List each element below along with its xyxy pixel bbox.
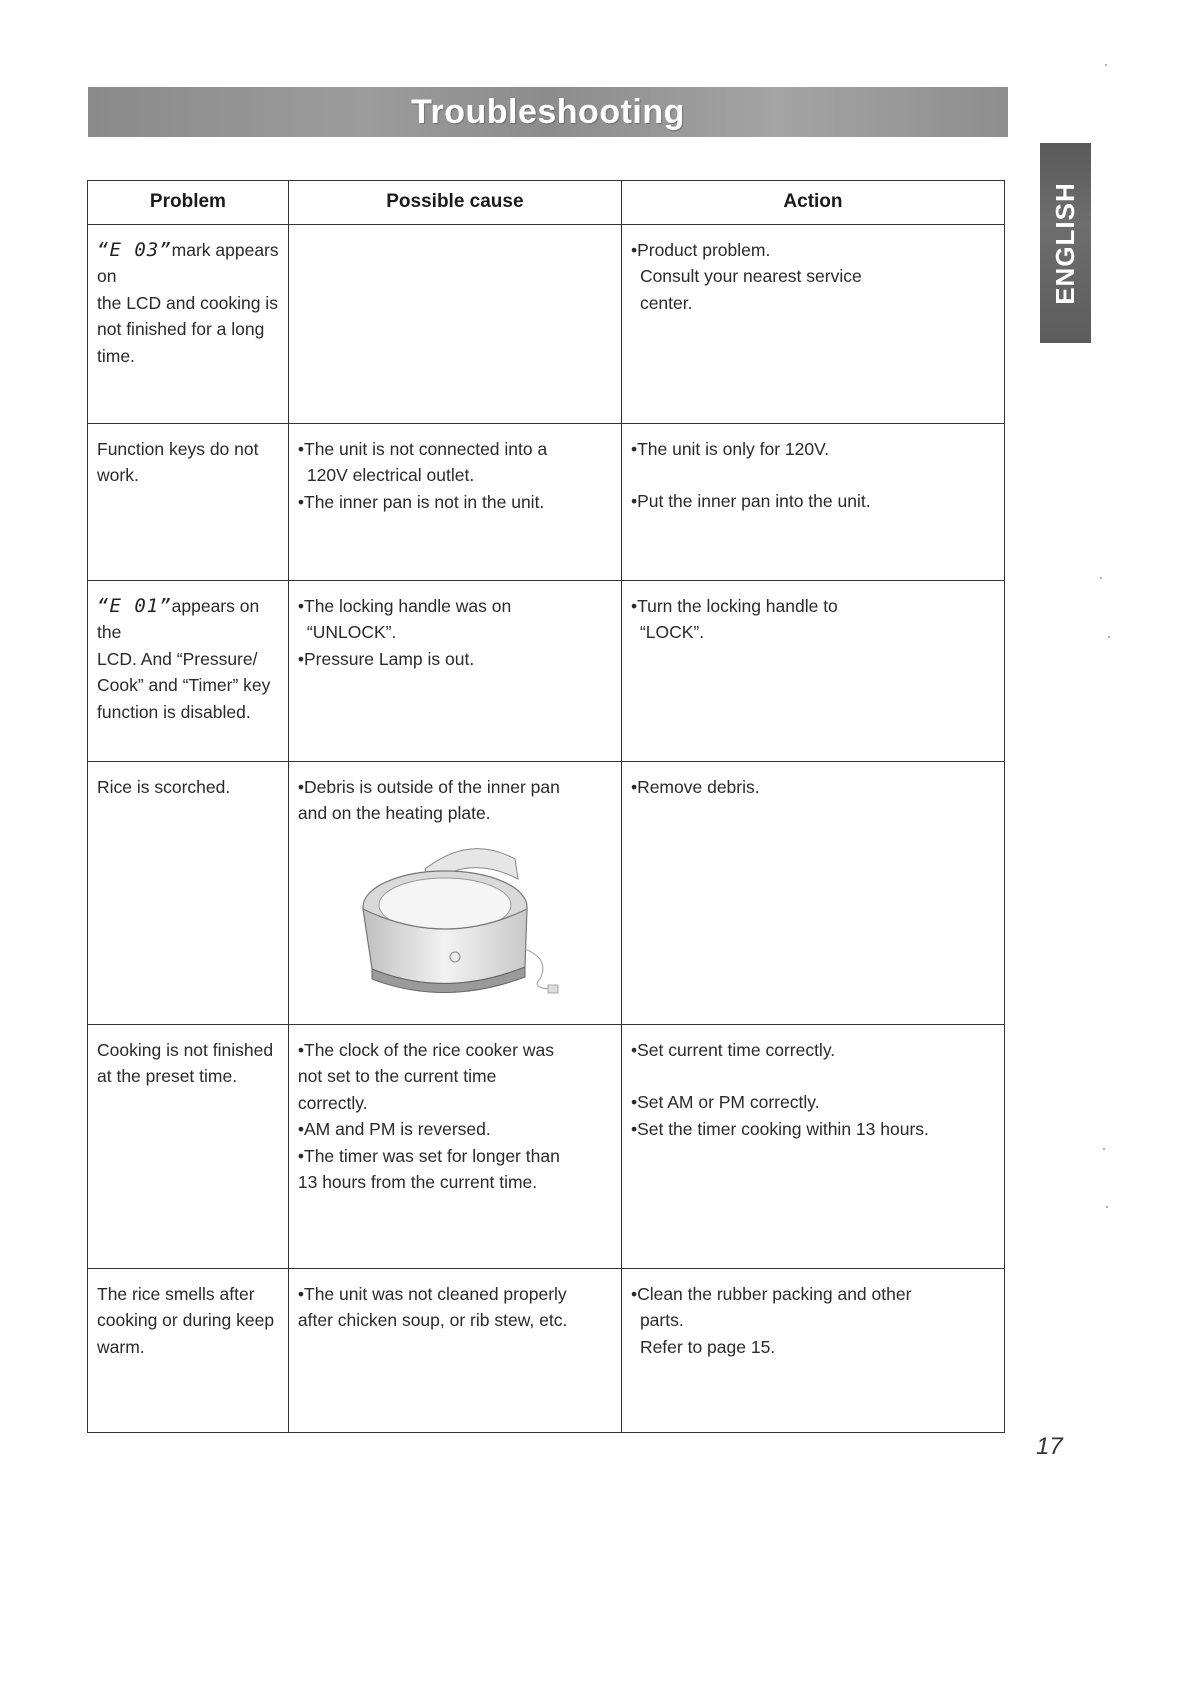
cause-text: •The unit is not connected into a xyxy=(297,438,548,459)
cause-text: •The timer was set for longer than xyxy=(297,1145,560,1166)
margin-speck xyxy=(1106,1206,1108,1208)
margin-speck xyxy=(1100,577,1102,579)
language-tab xyxy=(1040,143,1091,343)
lcd-error-code: “E 01” xyxy=(97,594,172,617)
problem-cell xyxy=(88,1024,289,1268)
action-text: •Remove debris. xyxy=(630,776,760,797)
table-row xyxy=(88,1024,1005,1268)
action-cell xyxy=(621,224,1004,423)
cause-text: not set to the current time xyxy=(297,1066,497,1086)
problem-text: the LCD and cooking is xyxy=(97,292,278,313)
table-row xyxy=(88,761,1005,1024)
action-text: center. xyxy=(639,292,693,313)
cause-text: •AM and PM is reversed. xyxy=(297,1119,491,1139)
cause-text: •The clock of the rice cooker was xyxy=(297,1039,554,1060)
cause-text: and on the heating plate. xyxy=(297,803,491,823)
action-text: •Set current time correctly. xyxy=(630,1039,836,1060)
table-row xyxy=(88,1268,1005,1432)
header-cause: Possible cause xyxy=(288,181,621,225)
action-cell xyxy=(621,423,1004,580)
action-cell xyxy=(621,580,1004,761)
cause-text: •The unit was not cleaned properly xyxy=(297,1283,567,1304)
cause-text: “UNLOCK”. xyxy=(306,622,397,642)
language-tab-label: ENGLISH xyxy=(1050,181,1081,305)
cause-text: •Debris is outside of the inner pan xyxy=(297,776,560,797)
action-cell xyxy=(621,1268,1004,1432)
problem-text: time. xyxy=(97,345,135,366)
table-header-row xyxy=(88,181,1005,225)
problem-text: LCD. And “Pressure/ xyxy=(97,648,258,669)
problem-cell xyxy=(88,580,289,761)
cause-text: •Pressure Lamp is out. xyxy=(297,648,475,669)
problem-text: appears on the xyxy=(97,595,260,642)
action-text: •Put the inner pan into the unit. xyxy=(630,491,871,511)
header-problem: Problem xyxy=(88,181,289,225)
problem-text: at the preset time. xyxy=(97,1066,238,1086)
troubleshooting-table xyxy=(87,180,1005,1433)
rice-cooker-illustration xyxy=(350,839,560,999)
cause-text: •The inner pan is not in the unit. xyxy=(297,491,545,512)
problem-text: The rice smells after xyxy=(97,1283,255,1304)
action-text: •Set the timer cooking within 13 hours. xyxy=(630,1118,929,1139)
problem-text: work. xyxy=(97,465,139,485)
problem-text: Cook” and “Timer” key xyxy=(97,675,271,695)
cause-text: •The locking handle was on xyxy=(297,595,512,616)
table-row xyxy=(88,224,1005,423)
table-row xyxy=(88,423,1005,580)
problem-text: warm. xyxy=(97,1336,145,1357)
problem-cell xyxy=(88,423,289,580)
lcd-error-code: “E 03” xyxy=(97,238,172,261)
table-row xyxy=(88,580,1005,761)
problem-text: mark appears on xyxy=(97,239,279,286)
cause-text: correctly. xyxy=(297,1092,368,1113)
cause-text: after chicken soup, or rib stew, etc. xyxy=(297,1310,568,1330)
problem-cell xyxy=(88,1268,289,1432)
problem-text: Cooking is not finished xyxy=(97,1039,274,1060)
action-cell xyxy=(621,1024,1004,1268)
margin-speck xyxy=(1105,64,1107,66)
cause-cell xyxy=(288,423,621,580)
cause-text: 120V electrical outlet. xyxy=(306,465,475,485)
page-banner xyxy=(88,87,1008,137)
cause-cell xyxy=(288,1024,621,1268)
problem-text: function is disabled. xyxy=(97,701,251,722)
cause-cell xyxy=(288,580,621,761)
problem-text: cooking or during keep xyxy=(97,1310,275,1330)
action-text: parts. xyxy=(639,1310,684,1330)
cause-cell xyxy=(288,224,621,423)
action-text: •Clean the rubber packing and other xyxy=(630,1283,912,1304)
action-text: •Turn the locking handle to xyxy=(630,595,838,616)
action-cell xyxy=(621,761,1004,1024)
action-text: •The unit is only for 120V. xyxy=(630,438,830,459)
page-title: Troubleshooting xyxy=(411,92,685,131)
margin-speck xyxy=(1103,1148,1105,1150)
action-text: •Set AM or PM correctly. xyxy=(630,1092,820,1112)
page-number: 17 xyxy=(1036,1433,1063,1460)
action-text: “LOCK”. xyxy=(639,622,705,642)
header-action: Action xyxy=(621,181,1004,225)
margin-speck xyxy=(1108,636,1110,638)
problem-text: not finished for a long xyxy=(97,319,265,339)
cause-cell xyxy=(288,1268,621,1432)
problem-cell xyxy=(88,761,289,1024)
action-text: Refer to page 15. xyxy=(639,1336,776,1357)
problem-text: Function keys do not xyxy=(97,438,259,459)
cause-text: 13 hours from the current time. xyxy=(297,1172,538,1192)
action-text: Consult your nearest service xyxy=(639,266,862,286)
action-text: •Product problem. xyxy=(630,239,771,260)
cause-cell xyxy=(288,761,621,1024)
problem-text: Rice is scorched. xyxy=(97,776,231,797)
problem-cell xyxy=(88,224,289,423)
